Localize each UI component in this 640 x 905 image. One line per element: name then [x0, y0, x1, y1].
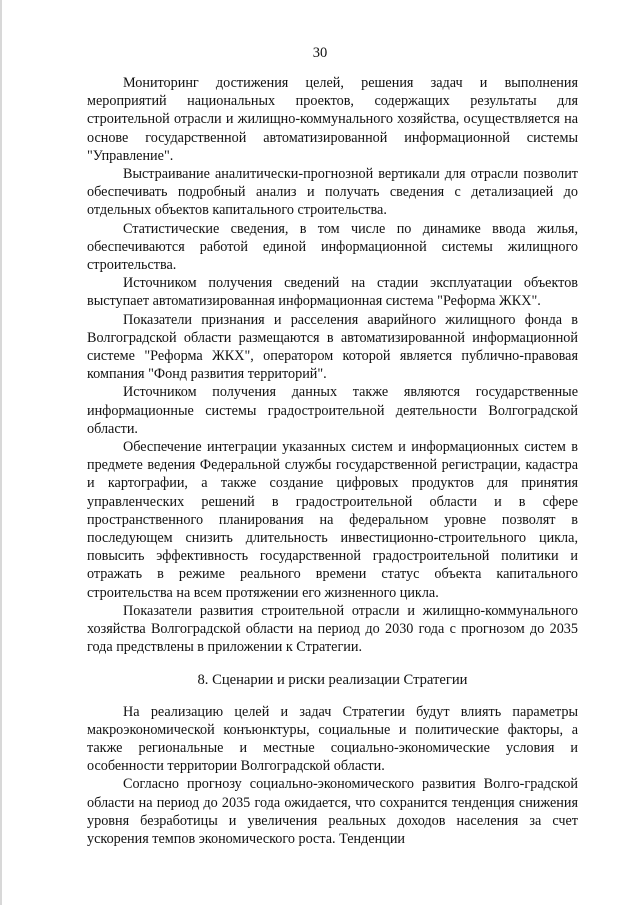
paragraph-indicators: Показатели развития строительной отрасли и жилищно-коммунального хозяйства Волгоградской области на период до 2030 года с прогнозом до 2035 года предствлены в приложении к Стратегии.: [87, 602, 578, 656]
paragraph-factors: На реализацию целей и задач Стратегии будут влиять параметры макроэкономической конъюнктуры, социальные и политические факторы, а также региональные и местные социально-экономические условия и особенности территории Волгоградской области.: [87, 703, 578, 775]
paragraph-integration: Обеспечение интеграции указанных систем и информационных систем в предмете ведения Федеральной службы государственной регистрации, кадастра и картографии, а также создание цифровых продуктов для принятия управленческих решений в градостроительной области и в сфере пространственного планирования на федеральном уровне позволят в последующем снизить длительность инвестиционно-строительного цикла, повысить эффективность государственной градостроительной политики и отражать в режиме реального времени статус объекта капитального строительства на всем протяжении его жизненного цикла.: [87, 439, 578, 601]
paragraph-urban-planning-systems: Источником получения данных также являются государственные информационные системы градостроительной деятельности Волгоградской области.: [87, 384, 578, 437]
paragraph-operation-source: Источником получения сведений на стадии эксплуатации объектов выступает автоматизированная информационная система "Реформа ЖКХ".: [87, 275, 578, 310]
page-number: 30: [312, 45, 328, 61]
page-body: [87, 74, 578, 848]
paragraph-emergency-housing: Показатели признания и расселения аварийного жилищного фонда в Волгоградской области размещаются в автоматизированной информационной системе "Реформа ЖКХ", оператором которой является публично-правовая компания "Фонд развития территорий".: [87, 311, 578, 383]
paragraph-analytics-vertical: Выстраивание аналитически-прогнозной вертикали для отрасли позволит обеспечивать подробный анализ и получать сведения с детализацией до отдельных объектов капитального строительства.: [87, 166, 578, 219]
paragraph-forecast: Согласно прогнозу социально-экономического развития Волго-градской области на период до 2035 года ожидается, что сохранится тенденция снижения уровня безработицы и увеличения реальных доходов населения за счет ускорения темпов экономического роста. Тенденции: [87, 776, 578, 847]
paragraph-statistics: Статистические сведения, в том числе по динамике ввода жилья, обеспечиваются работой единой информационной системы жилищного строительства.: [87, 220, 578, 274]
paragraph-monitoring: Мониторинг достижения целей, решения задач и выполнения мероприятий национальных проектов, содержащих результаты для строительной отрасли и жилищно-коммунального хозяйства, осуществляется на основе государственной автоматизированной информационной системы "Управление".: [87, 75, 578, 164]
section-heading: 8. Сценарии и риски реализации Стратегии: [197, 671, 468, 688]
scan-edge: [0, 0, 2, 905]
